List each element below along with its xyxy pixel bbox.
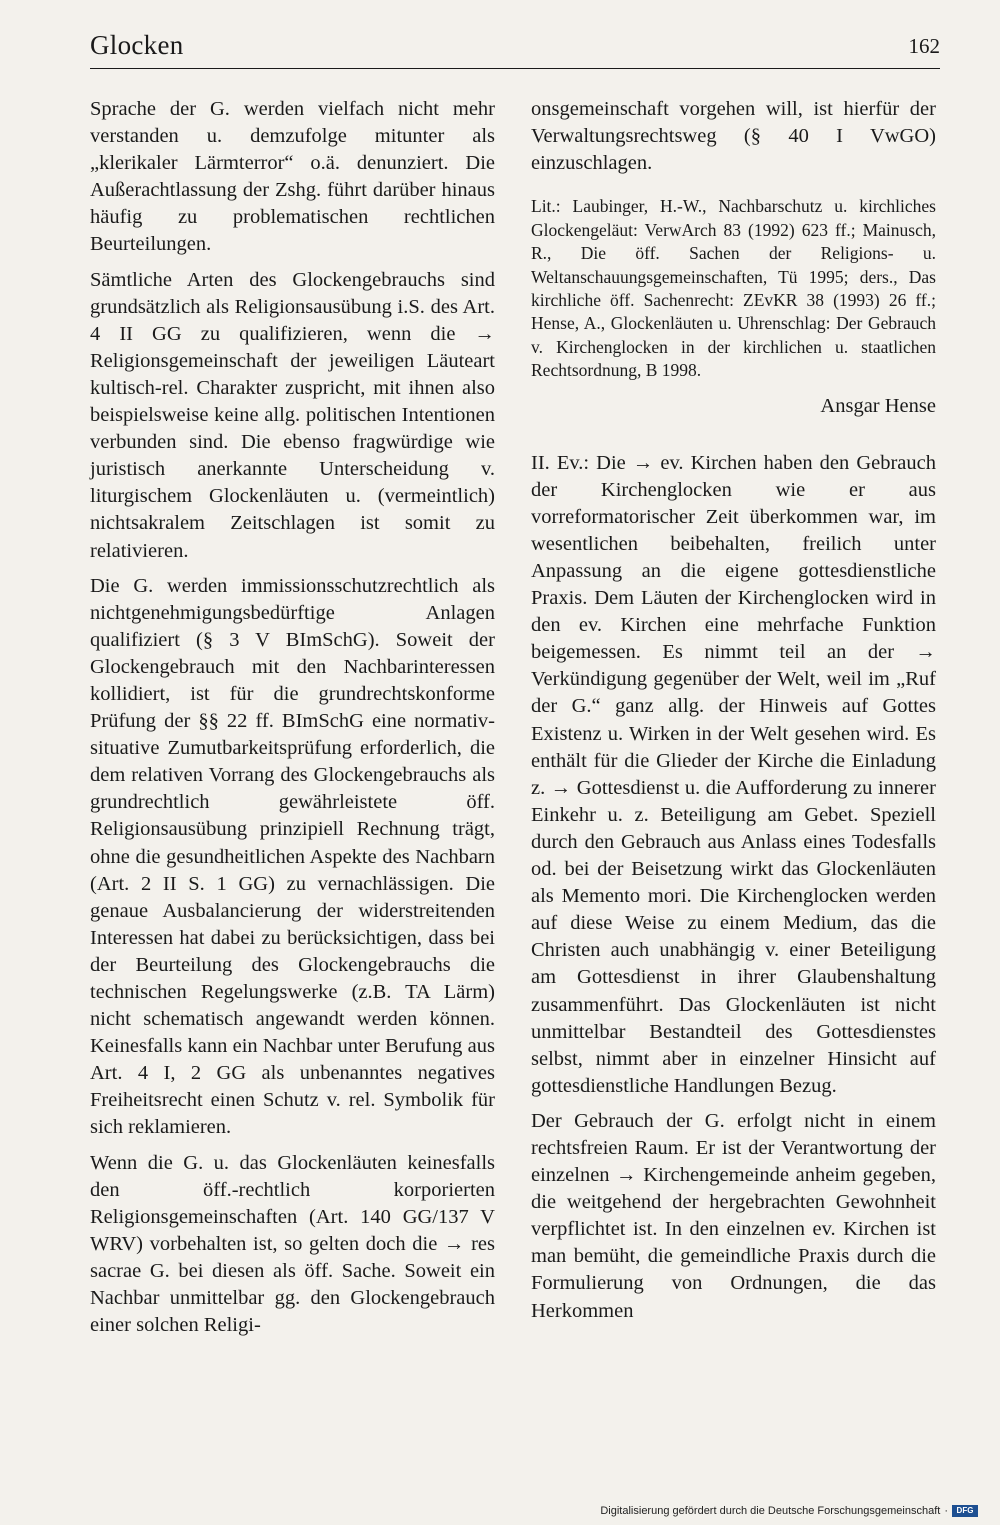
paragraph: Sprache der G. werden vielfach nicht mehr verstanden u. demzufolge mitunter als „klerikaler Lärmterror“ o.ä. denunziert. Die Außerachtlassung der Zshg. führt darüber hinaus häufig zu problematischen rechtlichen Beurteilungen. (90, 98, 495, 256)
footer-credit: Digitalisierung gefördert durch die Deutsche Forschungsgemeinschaft (600, 1505, 941, 1517)
left-column (90, 96, 495, 1339)
page-number: 162 (908, 34, 940, 58)
right-column (531, 96, 936, 1325)
paragraph: Sämtliche Arten des Glockengebrauchs sind grundsätzlich als Religionsausübung i.S. des Art. 4 II GG zu qualifizieren, wenn die → Religionsgemeinschaft der jeweiligen Läuteart kultisch-rel. Charakter zuspricht, mit ihnen also beispielsweise keine allg. politischen Intentionen verbunden sind. Die ebenso fragwürdige wie juristisch anerkannte Unterscheidung v. liturgischem Glockenläuten u. (vermeintlich) nichtsakralem Zeitschlagen ist somit zu relativieren. (90, 268, 495, 562)
dfg-logo-icon: DFG (952, 1505, 978, 1517)
paragraph: Der Gebrauch der G. erfolgt nicht in einem rechtsfreien Raum. Er ist der Verantwortung der einzelnen → Kirchengemeinde anheim gegeben, die weitgehend der hergebrachten Gewohnheit verpflichtet ist. In den einzelnen ev. Kirchen ist man bemüht, die gemeindliche Praxis durch die Formulierung von Ordnungen, die das Herkommen (531, 1109, 936, 1322)
author-signature: Ansgar Hense (820, 394, 936, 417)
digitization-footer: Digitalisierung gefördert durch die Deutsche Forschungsgemeinschaft · DFG (600, 1505, 978, 1517)
running-header (90, 28, 940, 69)
paragraph: Wenn die G. u. das Glockenläuten keinesfalls den öff.-rechtlich korporierten Religionsgemeinschaften (Art. 140 GG/137 V WRV) vorbehalten ist, so gelten doch die → res sacrae G. bei diesen als öff. Sache. Soweit ein Nachbar unmittelbar gg. den Glockengebrauch einer solchen Religi- (90, 1151, 495, 1337)
section-evangelical: II. Ev.: Die → ev. Kirchen haben den Gebrauch der Kirchenglocken wie er aus vorreformatorischer Zeit überkommen war, im wesentlichen beibehalten, freilich unter Anpassung an die eigene gottesdienstliche Praxis. Dem Läuten der Kirchenglocken wird in den ev. Kirchen eine mehrfache Funktion beigemessen. Es nimmt teil an der → Verkündigung gegenüber der Welt, weil im „Ruf der G.“ ganz allg. der Hinweis auf Gottes Existenz u. Wirken in der Welt gesehen wird. Es enthält für die Glieder der Kirche die Einladung z. → Gottesdienst u. die Aufforderung zu innerer Einkehr u. z. Beteiligung am Gebet. Speziell durch den Gebrauch aus Anlass eines Todesfalls od. bei der Beisetzung wirkt das Glockenläuten als Memento mori. Die Kirchenglocken werden auf diese Weise zu einem Medium, das die Christen auch unabhängig v. einer Beteiligung am Gottesdienst in ihrer Glaubenshaltung zusammenführt. Das Glockenläuten ist nicht unmittelbar Bestandteil des Gottesdienstes selbst, nimmt aber in einzelner Hinsicht auf gottesdienstliche Handlungen Bezug. (531, 451, 936, 1097)
literature-references: Lit.: Laubinger, H.-W., Nachbarschutz u. kirchliches Glockengeläut: VerwArch 83 (1992) 623 ff.; Mainusch, R., Die öff. Sachen der Religions- u. Weltanschauungsgemeinschaften, Tü 1995; ders., Das kirchliche öff. Sachenrecht: ZEvKR 38 (1993) 26 ff.; Hense, A., Glockenläuten u. Uhrenschlag: Der Gebrauch v. Kirchenglocken in der kirchlichen u. staatlichen Rechtsordnung, B 1998. (531, 196, 936, 381)
paragraph: Die G. werden immissionsschutzrechtlich als nichtgenehmigungsbedürftige Anlagen qualifiziert (§ 3 V BImSchG). Soweit der Glockengebrauch mit den Nachbarinteressen kollidiert, ist für die grundrechtskonforme Prüfung der §§ 22 ff. BImSchG eine normativ-situative Zumutbarkeitsprüfung erforderlich, die dem relativen Vorrang des Glockengebrauchs als grundrechtlich gewährleistete öff. Religionsausübung prinzipiell Rechnung trägt, ohne die gesundheitlichen Aspekte des Nachbarn (Art. 2 II S. 1 GG) zu vernachlässigen. Die genaue Ausbalancierung der widerstreitenden Interessen hat dabei zu berücksichtigen, dass bei der Beurteilung des Glockengebrauchs die technischen Regelungswerke (z.B. TA Lärm) nicht schematisch angewandt werden können. Keinesfalls kann ein Nachbar unter Berufung aus Art. 4 I, 2 GG als unbenanntes negatives Freiheitsrecht einen Schutz v. rel. Symbolik für sich reklamieren. (90, 574, 495, 1139)
paragraph-continuation: onsgemeinschaft vorgehen will, ist hierfür der Verwaltungsrechtsweg (§ 40 I VwGO) einzuschlagen. (531, 98, 936, 175)
entry-title: Glocken (90, 30, 184, 60)
